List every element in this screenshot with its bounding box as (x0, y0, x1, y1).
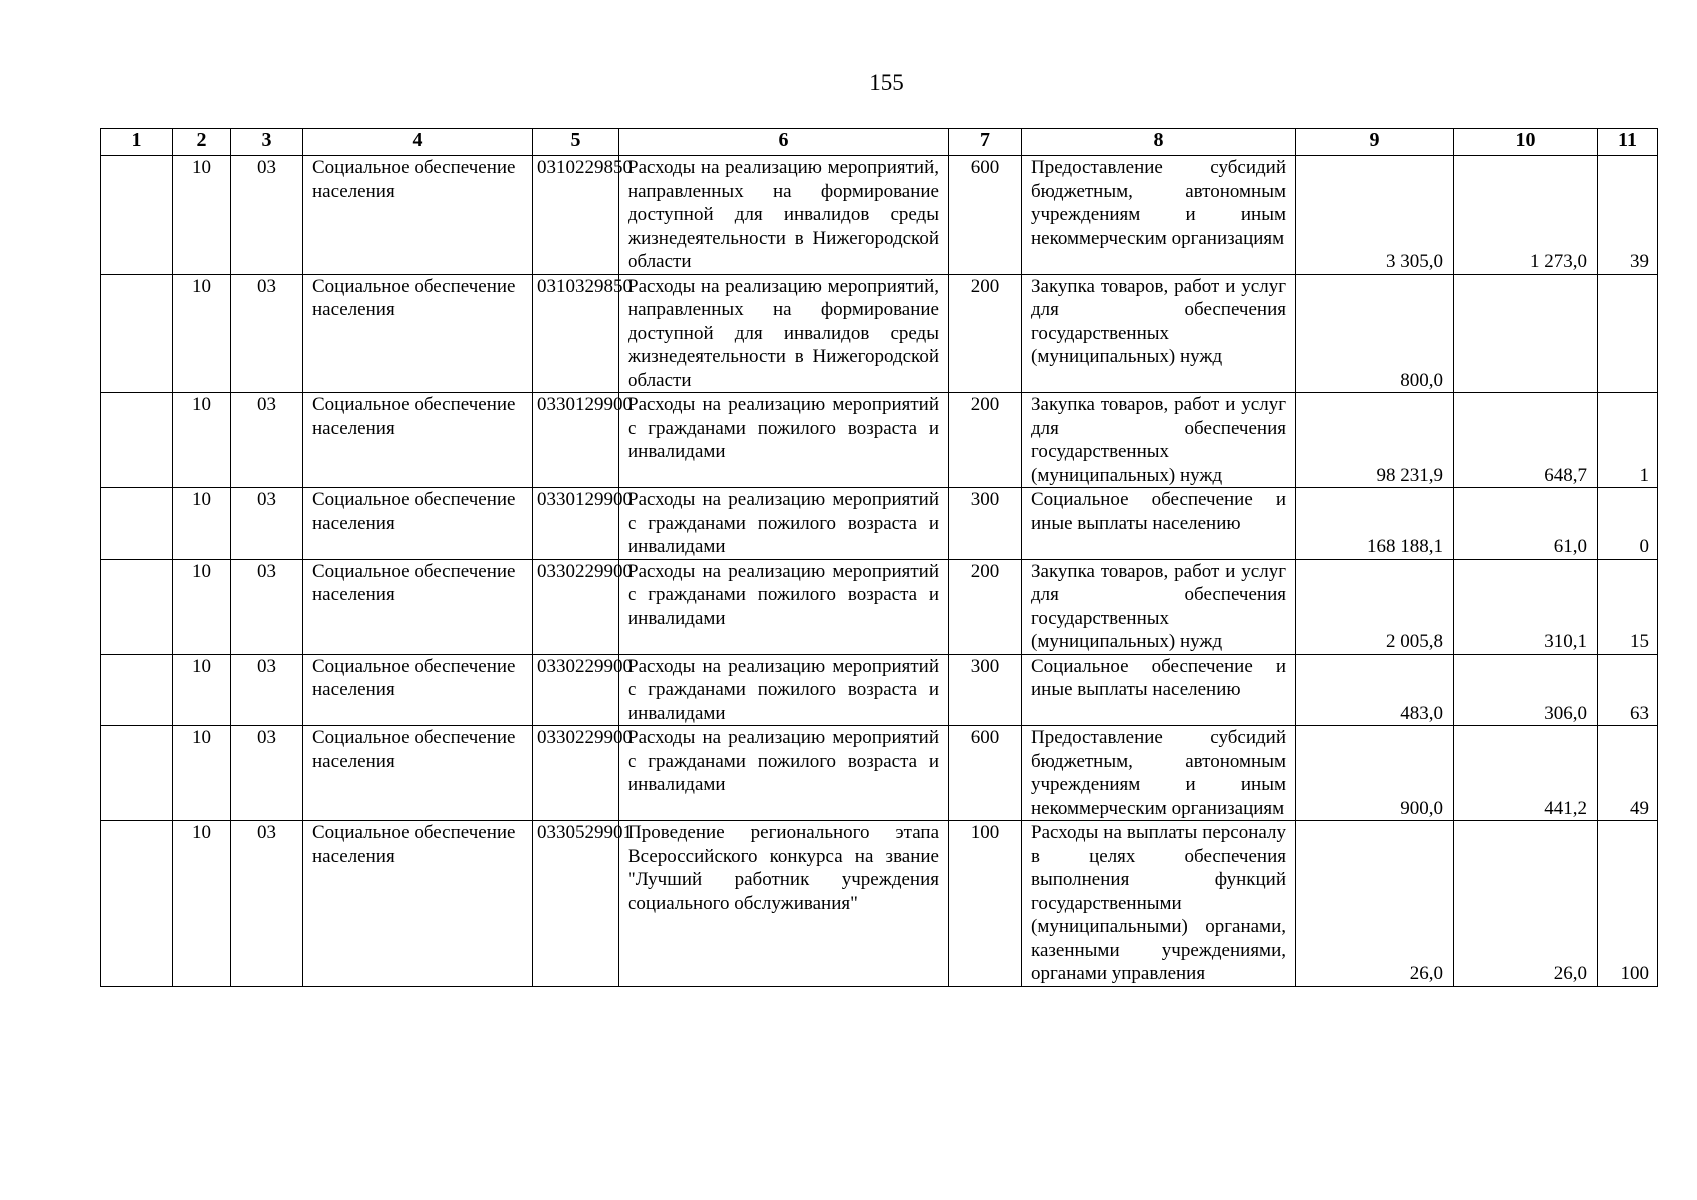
cell-expense-type-code: 300 (949, 488, 1022, 560)
cell-subsection: 03 (231, 726, 303, 821)
cell-section: 10 (173, 488, 231, 560)
cell-expense-type-code: 100 (949, 821, 1022, 987)
budget-table (100, 128, 1658, 987)
cell-expense-name: Расходы на реализацию мероприятий с гражданами пожилого возраста и инвалидами (619, 654, 949, 726)
cell-expense-type-name: Закупка товаров, работ и услуг для обеспечения государственных (муниципальных) нужд (1022, 274, 1296, 393)
cell-target-code: 0330129900 (533, 393, 619, 488)
cell-actual-amount: 26,0 (1454, 821, 1598, 987)
table-row (101, 393, 1658, 488)
cell-section: 10 (173, 156, 231, 275)
cell-section: 10 (173, 654, 231, 726)
cell-section-name: Социальное обеспечение населения (303, 393, 533, 488)
cell-expense-type-name: Закупка товаров, работ и услуг для обеспечения государственных (муниципальных) нужд (1022, 559, 1296, 654)
cell-percent (1598, 274, 1658, 393)
cell-actual-amount (1454, 274, 1598, 393)
cell-plan-amount: 3 305,0 (1296, 156, 1454, 275)
cell-col1 (101, 559, 173, 654)
cell-actual-amount: 648,7 (1454, 393, 1598, 488)
cell-expense-name: Проведение регионального этапа Всероссийского конкурса на звание "Лучший работник учреждения социального обслуживания" (619, 821, 949, 987)
cell-expense-type-code: 600 (949, 726, 1022, 821)
cell-section: 10 (173, 821, 231, 987)
table-row (101, 274, 1658, 393)
table-row (101, 559, 1658, 654)
cell-expense-type-name: Расходы на выплаты персоналу в целях обеспечения выполнения функций государственными (муниципальными) органами, казенными учреждениями, органами управления (1022, 821, 1296, 987)
cell-expense-type-name: Социальное обеспечение и иные выплаты населению (1022, 488, 1296, 560)
cell-expense-type-code: 600 (949, 156, 1022, 275)
cell-plan-amount: 900,0 (1296, 726, 1454, 821)
cell-col1 (101, 654, 173, 726)
cell-expense-name: Расходы на реализацию мероприятий с гражданами пожилого возраста и инвалидами (619, 559, 949, 654)
table-row (101, 156, 1658, 275)
cell-section: 10 (173, 559, 231, 654)
cell-percent: 1 (1598, 393, 1658, 488)
column-header-6: 6 (619, 129, 949, 156)
cell-section-name: Социальное обеспечение населения (303, 654, 533, 726)
cell-actual-amount: 441,2 (1454, 726, 1598, 821)
cell-percent: 39 (1598, 156, 1658, 275)
cell-subsection: 03 (231, 488, 303, 560)
column-header-4: 4 (303, 129, 533, 156)
table-row (101, 821, 1658, 987)
header-row (101, 129, 1658, 156)
cell-subsection: 03 (231, 393, 303, 488)
cell-expense-type-name: Закупка товаров, работ и услуг для обеспечения государственных (муниципальных) нужд (1022, 393, 1296, 488)
cell-col1 (101, 393, 173, 488)
cell-col1 (101, 821, 173, 987)
table-row (101, 488, 1658, 560)
column-header-5: 5 (533, 129, 619, 156)
cell-section-name: Социальное обеспечение населения (303, 488, 533, 560)
column-header-1: 1 (101, 129, 173, 156)
cell-expense-type-name: Предоставление субсидий бюджетным, автономным учреждениям и иным некоммерческим организациям (1022, 156, 1296, 275)
cell-subsection: 03 (231, 156, 303, 275)
cell-percent: 100 (1598, 821, 1658, 987)
cell-plan-amount: 98 231,9 (1296, 393, 1454, 488)
cell-section-name: Социальное обеспечение населения (303, 559, 533, 654)
cell-percent: 15 (1598, 559, 1658, 654)
cell-expense-name: Расходы на реализацию мероприятий с гражданами пожилого возраста и инвалидами (619, 726, 949, 821)
cell-col1 (101, 156, 173, 275)
cell-col1 (101, 726, 173, 821)
cell-plan-amount: 800,0 (1296, 274, 1454, 393)
cell-section: 10 (173, 393, 231, 488)
cell-subsection: 03 (231, 654, 303, 726)
cell-percent: 49 (1598, 726, 1658, 821)
page-number: 155 (869, 70, 904, 95)
cell-expense-type-code: 300 (949, 654, 1022, 726)
cell-section-name: Социальное обеспечение населения (303, 726, 533, 821)
table-row (101, 726, 1658, 821)
cell-target-code: 0330129900 (533, 488, 619, 560)
cell-target-code: 0310329850 (533, 274, 619, 393)
cell-col1 (101, 274, 173, 393)
column-header-9: 9 (1296, 129, 1454, 156)
cell-subsection: 03 (231, 821, 303, 987)
column-header-11: 11 (1598, 129, 1658, 156)
cell-expense-type-code: 200 (949, 274, 1022, 393)
cell-expense-name: Расходы на реализацию мероприятий с гражданами пожилого возраста и инвалидами (619, 393, 949, 488)
cell-actual-amount: 310,1 (1454, 559, 1598, 654)
cell-target-code: 0310229850 (533, 156, 619, 275)
cell-section: 10 (173, 726, 231, 821)
cell-expense-type-code: 200 (949, 393, 1022, 488)
cell-plan-amount: 168 188,1 (1296, 488, 1454, 560)
cell-target-code: 0330229900 (533, 726, 619, 821)
column-header-3: 3 (231, 129, 303, 156)
table-row (101, 654, 1658, 726)
cell-col1 (101, 488, 173, 560)
cell-subsection: 03 (231, 559, 303, 654)
cell-subsection: 03 (231, 274, 303, 393)
cell-target-code: 0330229900 (533, 559, 619, 654)
cell-percent: 0 (1598, 488, 1658, 560)
cell-section: 10 (173, 274, 231, 393)
cell-actual-amount: 306,0 (1454, 654, 1598, 726)
column-header-10: 10 (1454, 129, 1598, 156)
cell-expense-type-code: 200 (949, 559, 1022, 654)
cell-plan-amount: 2 005,8 (1296, 559, 1454, 654)
cell-expense-name: Расходы на реализацию мероприятий с гражданами пожилого возраста и инвалидами (619, 488, 949, 560)
column-header-7: 7 (949, 129, 1022, 156)
cell-expense-name: Расходы на реализацию мероприятий, направленных на формирование доступной для инвалидов среды жизнедеятельности в Нижегородской области (619, 156, 949, 275)
cell-section-name: Социальное обеспечение населения (303, 821, 533, 987)
cell-actual-amount: 61,0 (1454, 488, 1598, 560)
cell-expense-name: Расходы на реализацию мероприятий, направленных на формирование доступной для инвалидов среды жизнедеятельности в Нижегородской области (619, 274, 949, 393)
cell-section-name: Социальное обеспечение населения (303, 274, 533, 393)
cell-target-code: 0330529901 (533, 821, 619, 987)
column-header-8: 8 (1022, 129, 1296, 156)
cell-target-code: 0330229900 (533, 654, 619, 726)
cell-expense-type-name: Предоставление субсидий бюджетным, автономным учреждениям и иным некоммерческим организациям (1022, 726, 1296, 821)
cell-section-name: Социальное обеспечение населения (303, 156, 533, 275)
column-header-2: 2 (173, 129, 231, 156)
cell-percent: 63 (1598, 654, 1658, 726)
cell-plan-amount: 483,0 (1296, 654, 1454, 726)
cell-expense-type-name: Социальное обеспечение и иные выплаты населению (1022, 654, 1296, 726)
cell-actual-amount: 1 273,0 (1454, 156, 1598, 275)
cell-plan-amount: 26,0 (1296, 821, 1454, 987)
